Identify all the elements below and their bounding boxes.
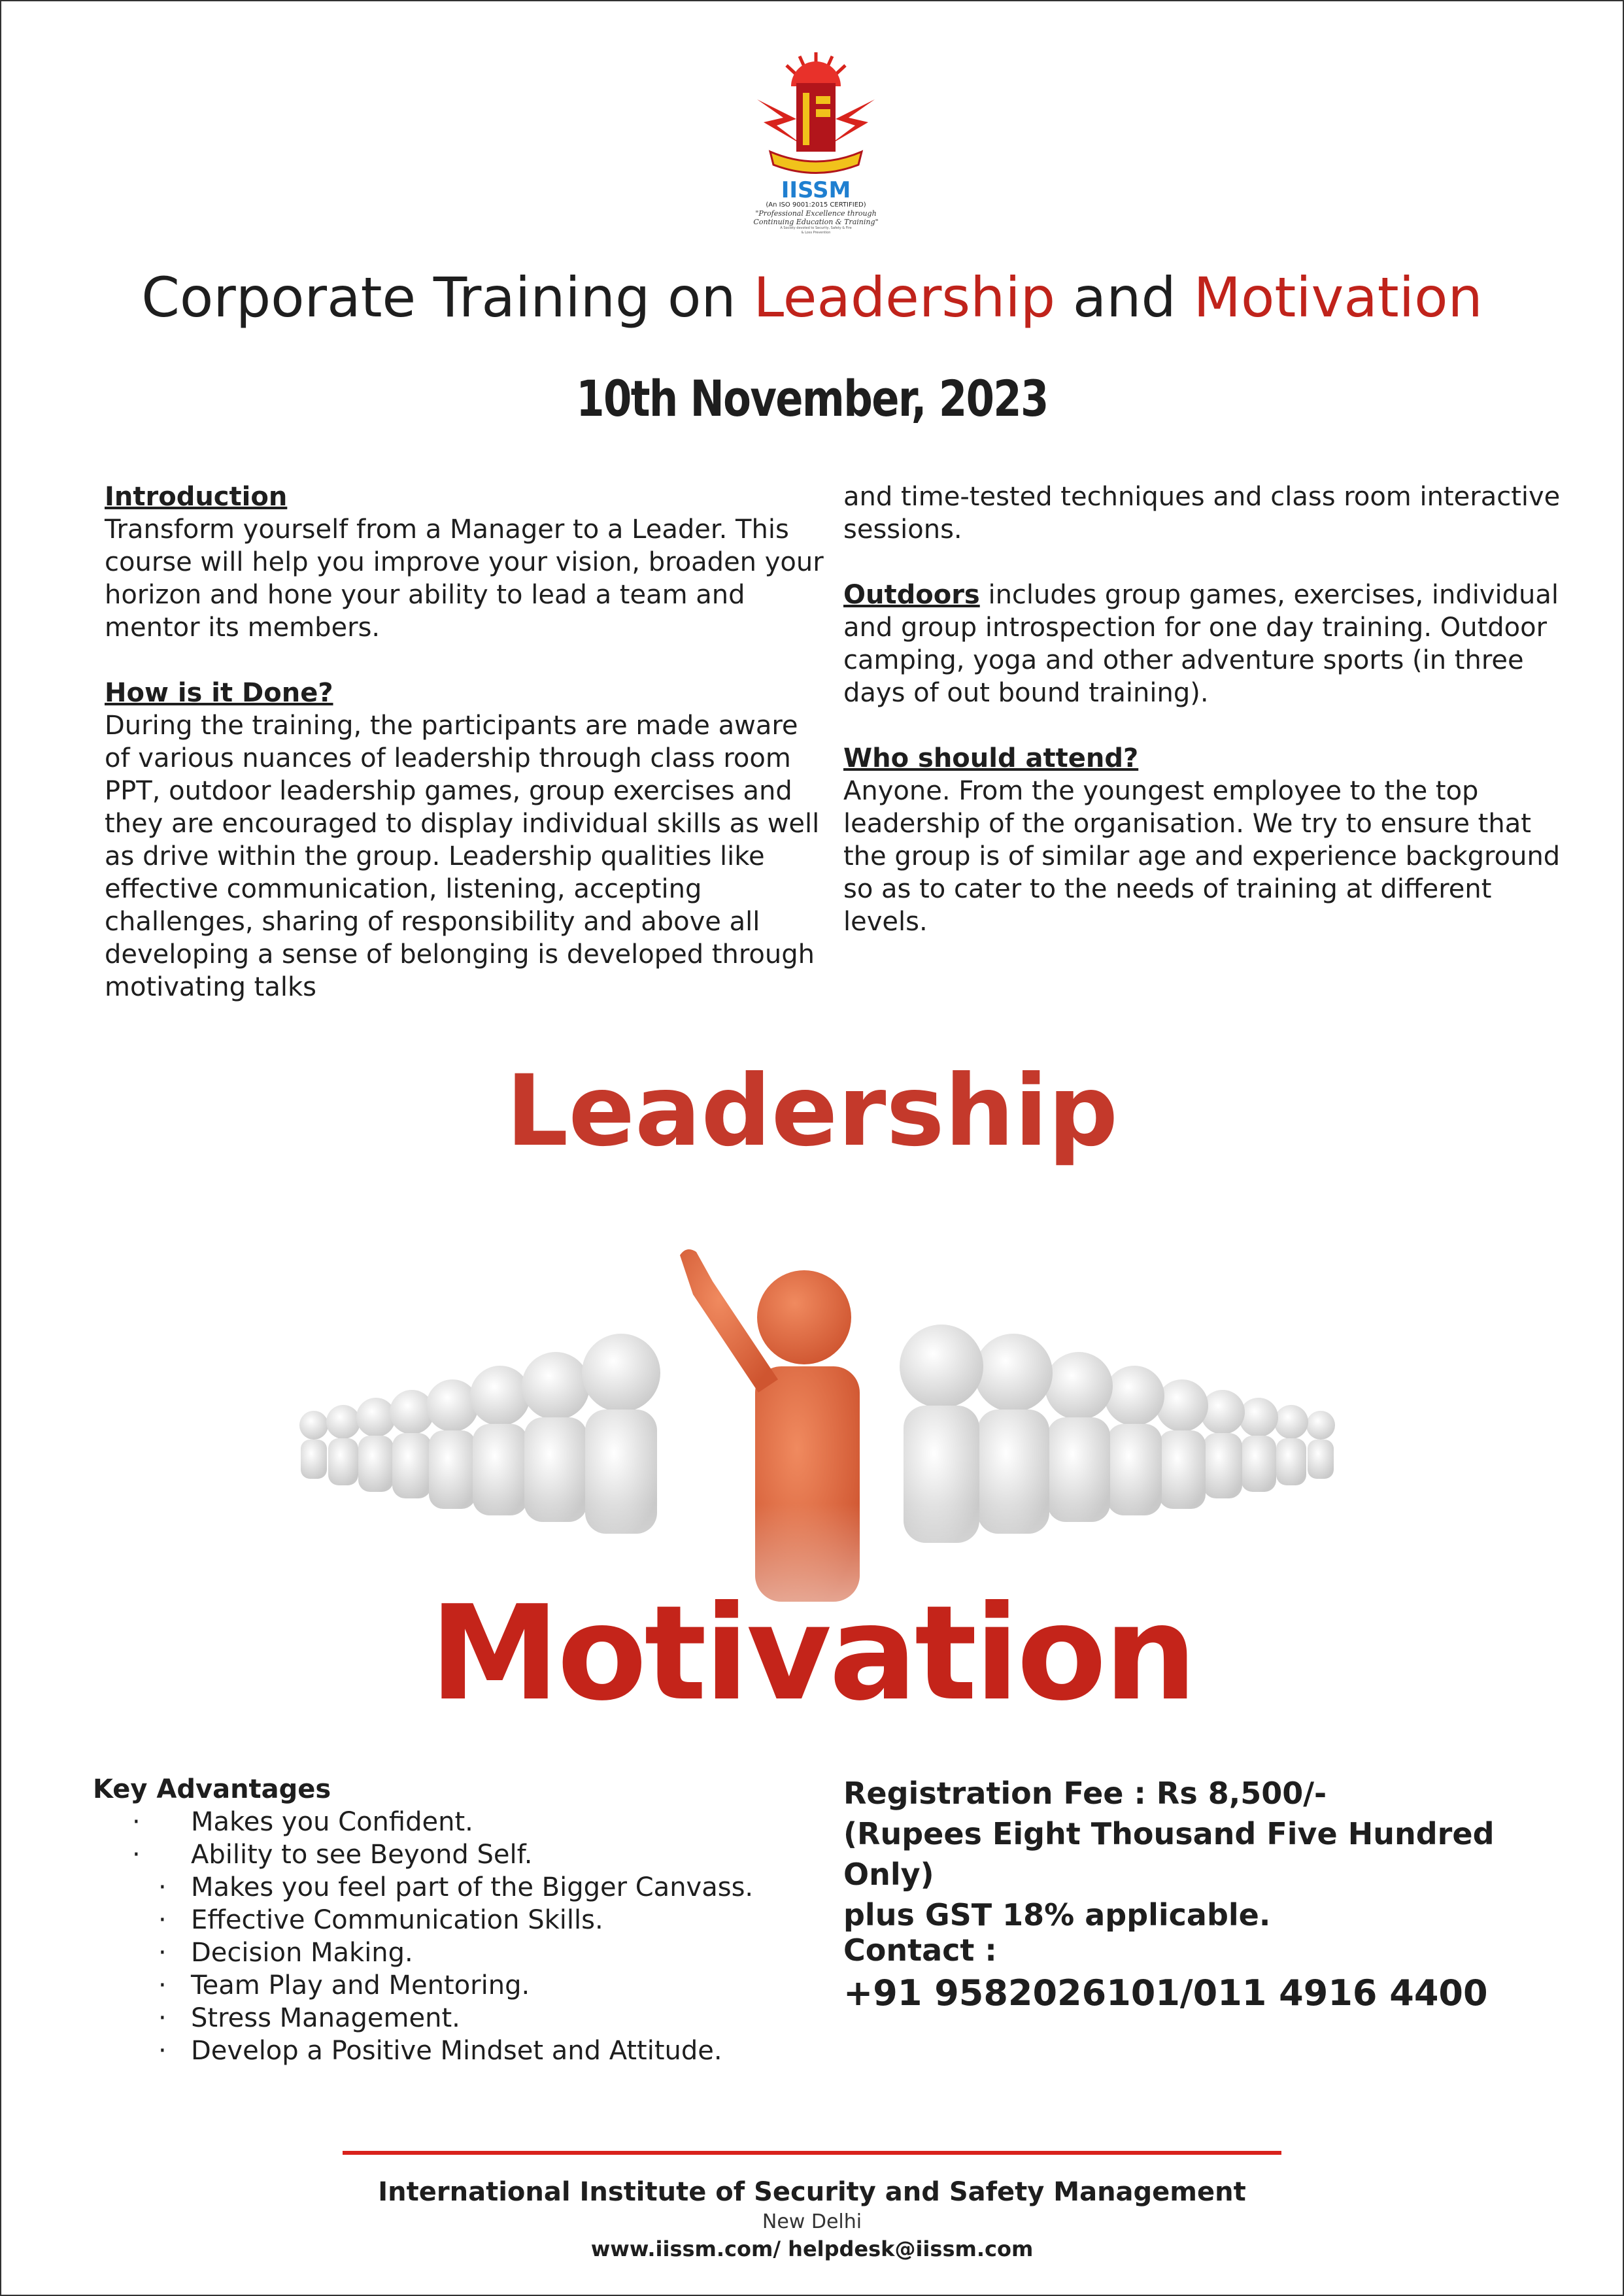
how-text: During the training, the participants are made aware of various nuances of leadership through class room PPT, outdoor leadership games, group exercises and they are encouraged to display individual skills as well as drive within the group. Leadership qualities like effective communication, listening, accepting challenges, sharing of responsibility and above all developing a sense of belonging is developed through motivating talks [105, 711, 820, 1002]
list-item: · Decision Making. [158, 1938, 413, 1968]
list-item: · Team Play and Mentoring. [158, 1970, 530, 2001]
list-item: · Stress Management. [158, 2003, 460, 2033]
introduction-heading: Introduction [105, 482, 288, 512]
logo-name: IISSM [781, 177, 851, 203]
bullet-icon: · [132, 1807, 141, 1837]
title-leadership: Leadership [753, 265, 1056, 329]
bullet-icon: · [158, 2003, 167, 2033]
key-advantages [93, 1773, 812, 2067]
bullet-icon: · [158, 1905, 167, 1935]
contact-label: Contact : [843, 1933, 997, 1968]
logo-tagline-1: "Professional Excellence through [755, 209, 877, 218]
artwork-motivation-word: Motivation [430, 1578, 1194, 1730]
title-part-3: and [1055, 265, 1194, 329]
bullet-icon: · [158, 2036, 167, 2066]
registration-fee [843, 1773, 1595, 1935]
list-item: · Makes you Confident. [132, 1807, 473, 1837]
outdoors-label: Outdoors [843, 580, 980, 610]
contact-block [843, 1930, 1595, 2016]
logo-iso-text: (An ISO 9001:2015 CERTIFIED) [766, 201, 866, 209]
footer-divider [343, 2151, 1281, 2155]
bullet-icon: · [158, 1970, 167, 2001]
advantages-list [93, 1806, 812, 2067]
footer-city: New Delhi [762, 2210, 862, 2233]
outdoors-paragraph [843, 579, 1563, 709]
title-part-1: Corporate Training on [141, 265, 754, 329]
page-title [0, 262, 1624, 333]
event-date: 10th November, 2023 [576, 369, 1048, 428]
iissm-logo [751, 47, 881, 243]
footer-website-email[interactable]: www.iissm.com/ helpdesk@iissm.com [590, 2237, 1034, 2261]
artwork-leadership-word: Leadership [505, 1055, 1119, 1168]
bullet-icon: · [158, 1938, 167, 1968]
footer-org-name: International Institute of Security and Safety Management [378, 2177, 1246, 2207]
bullet-icon: · [132, 1840, 141, 1870]
who-text: Anyone. From the youngest employee to the top leadership of the organisation. We try to ensure that the group is of similar age and experience background so as to cater to the needs of training at different levels. [843, 776, 1561, 937]
logo-emblem-icon [751, 47, 881, 178]
fee-line-3: plus GST 18% applicable. [843, 1897, 1271, 1933]
outdoors-text: includes group games, exercises, individual and group introspection for one day training. Outdoor camping, yoga and other adventure sports (in three days of out bound training). [843, 580, 1559, 708]
bullet-icon: · [158, 1872, 167, 1902]
list-item: · Makes you feel part of the Bigger Canvass. [158, 1872, 754, 1902]
advantages-heading: Key Advantages [93, 1774, 331, 1804]
fee-line-1: Registration Fee : Rs 8,500/- [843, 1776, 1327, 1811]
logo-sub-2: & Loss Prevention [801, 231, 831, 235]
list-item: · Ability to see Beyond Self. [132, 1840, 533, 1870]
list-item: · Develop a Positive Mindset and Attitude. [158, 2036, 722, 2066]
right-column [843, 481, 1563, 971]
contact-number: +91 9582026101/011 4916 4400 [843, 1972, 1488, 2014]
how-heading: How is it Done? [105, 678, 333, 708]
who-heading: Who should attend? [843, 743, 1139, 773]
fee-line-2: (Rupees Eight Thousand Five Hundred Only) [843, 1816, 1495, 1892]
title-motivation: Motivation [1193, 265, 1483, 329]
list-item: · Effective Communication Skills. [158, 1905, 603, 1935]
logo-tagline-2: Continuing Education & Training" [753, 218, 879, 226]
logo-sub-1: A Society devoted to Security, Safety & Fire [780, 226, 852, 230]
continued-text: and time-tested techniques and class room interactive sessions. [843, 482, 1561, 545]
left-column [105, 481, 824, 1036]
introduction-text: Transform yourself from a Manager to a Leader. This course will help you improve your vision, broaden your horizon and hone your ability to lead a team and mentor its members. [105, 515, 824, 643]
